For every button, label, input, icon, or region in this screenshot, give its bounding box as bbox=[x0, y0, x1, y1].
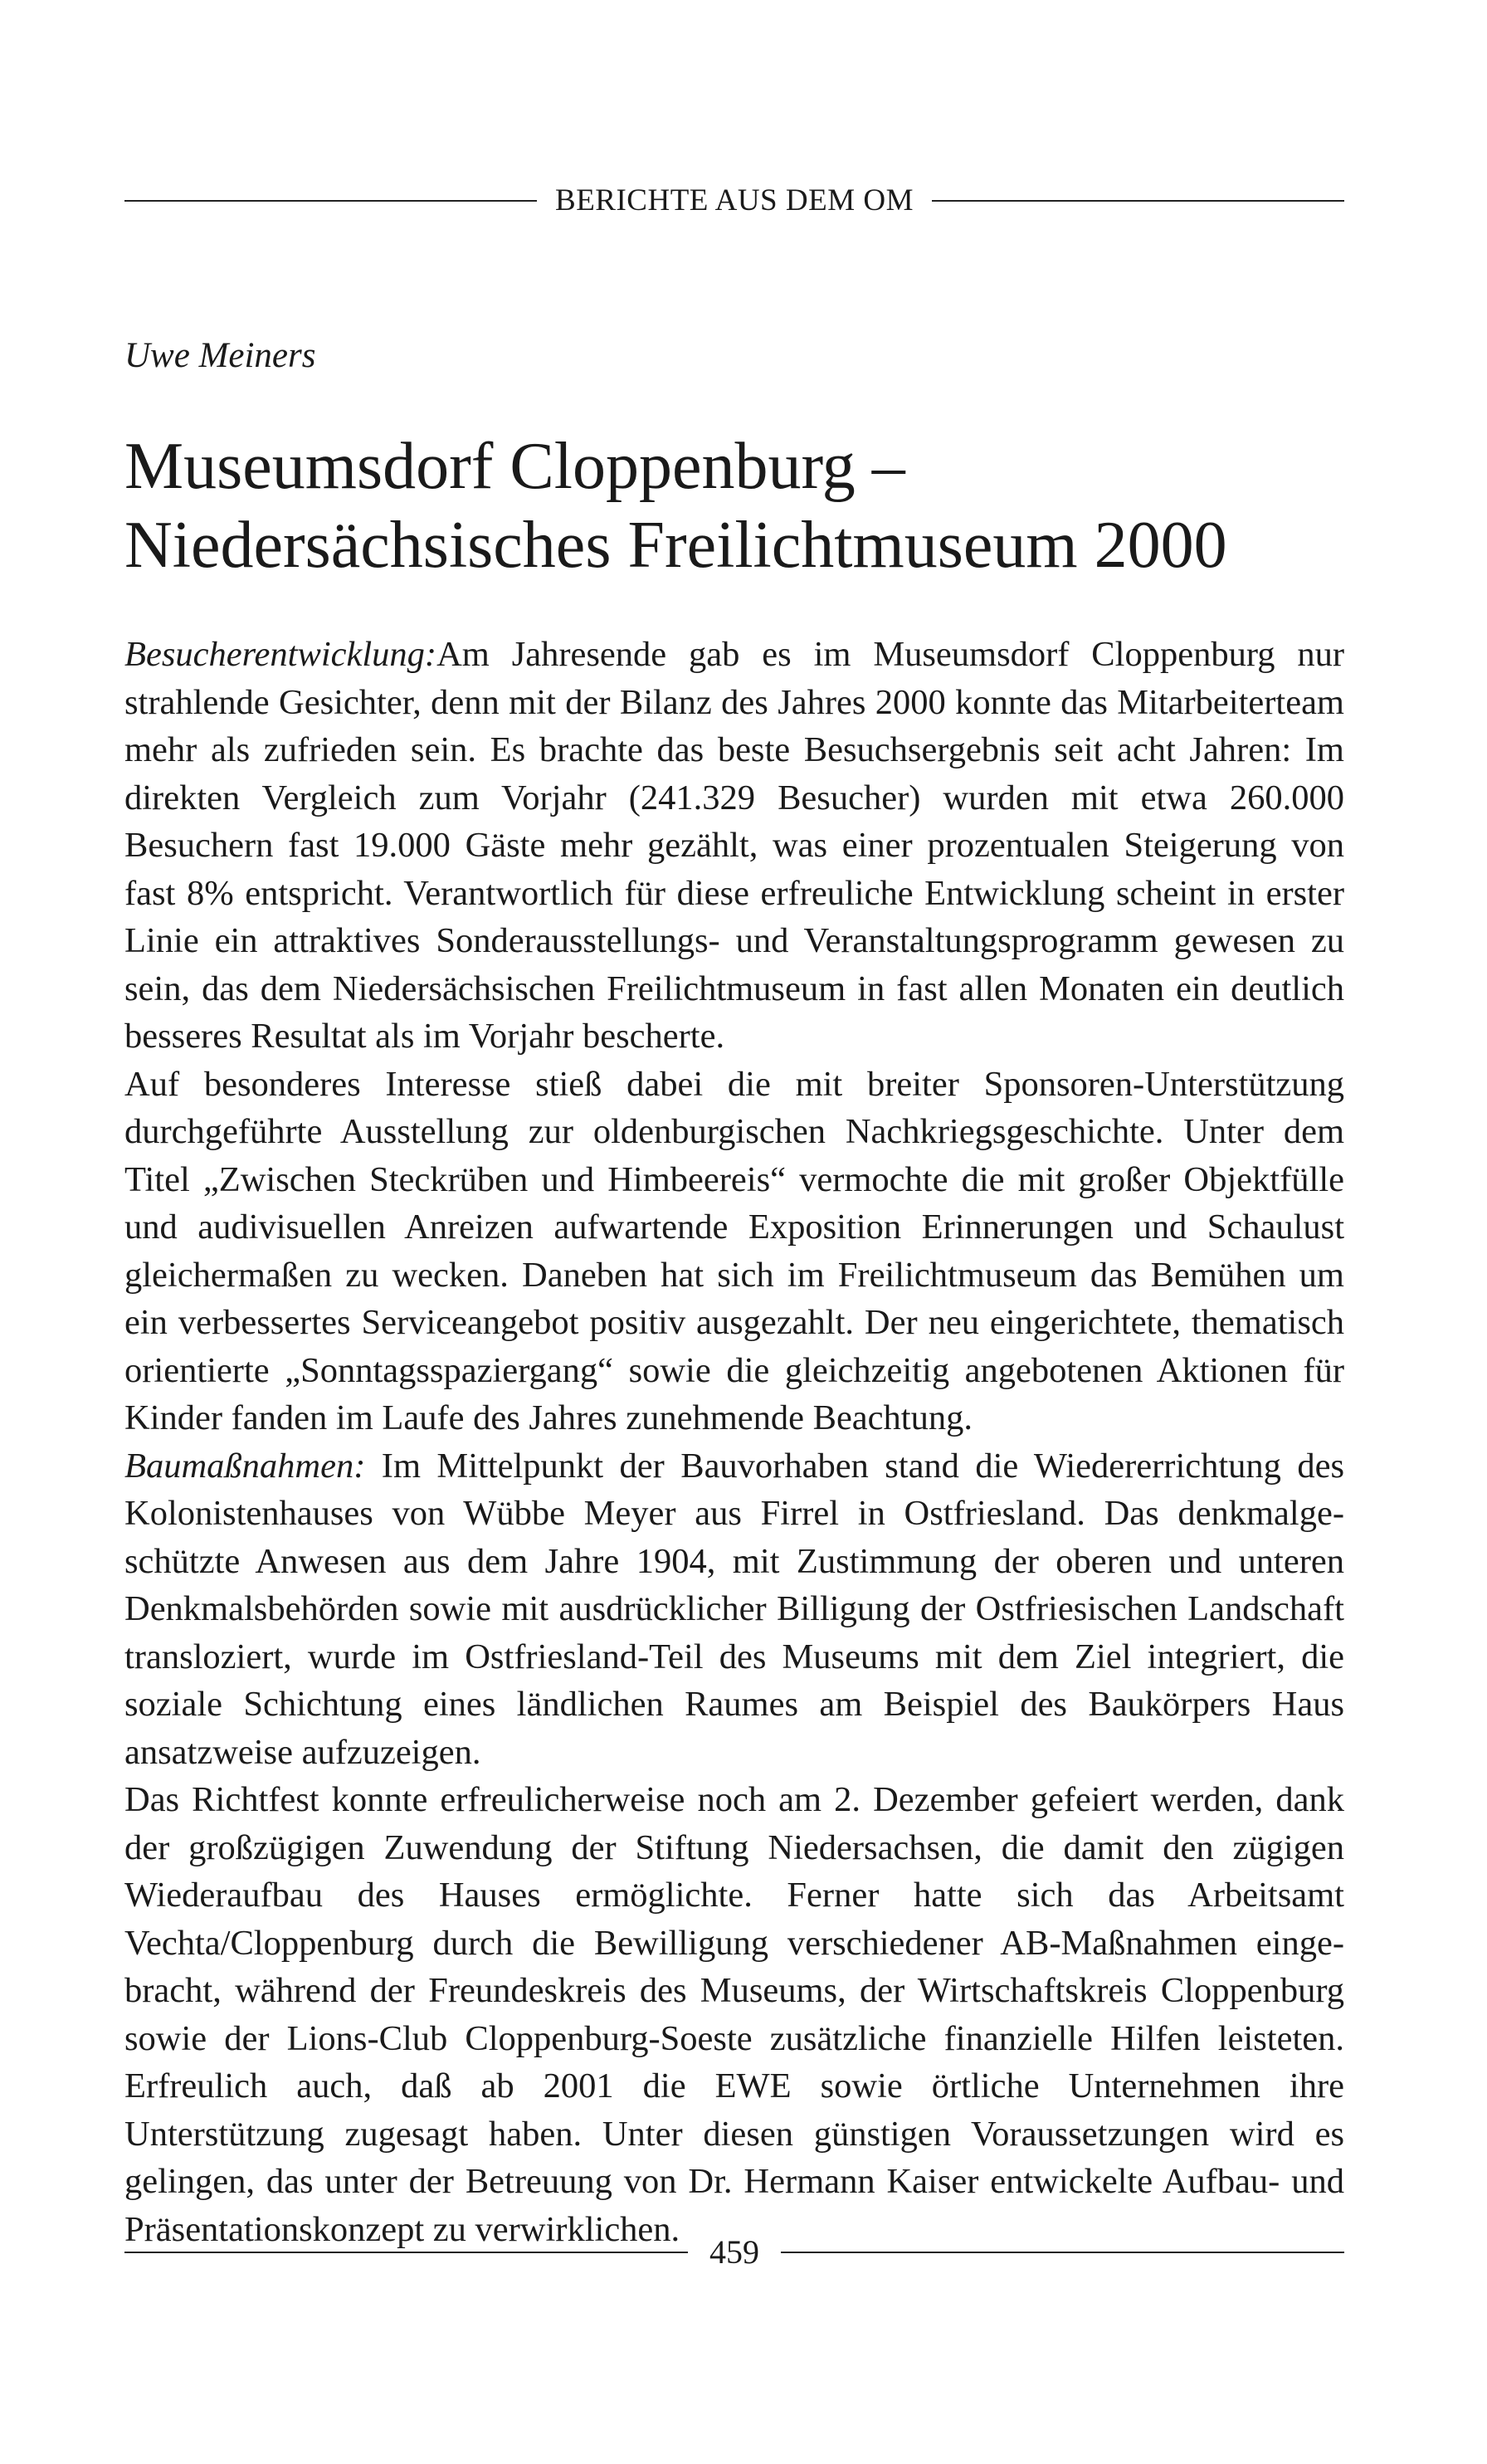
page-number: 459 bbox=[709, 2233, 759, 2271]
header-rule-left bbox=[124, 200, 537, 202]
paragraph-text: Auf besonderes Interesse stieß dabei die mit breiter Sponsoren-Unterstützung durchgeführte Ausstellung zur oldenburgischen Nachkriegsgeschichte. Unter dem Titel „Zwischen Steckrüben und Himbeereis“ vermochte die mit großer Objektfülle und audivisuellen Anreizen aufwartende Exposition Erinnerungen und Schaulust gleichermaßen zu wecken. Daneben hat sich im Freilichtmuseum das Bemühen um ein verbessertes Serviceangebot positiv ausgezahlt. Der neu eingerichtete, thematisch orientierte „Sonntagsspaziergang“ sowie die gleichzeitig angebotenen Aktionen für Kinder fanden im Laufe des Jahres zunehmende Beachtung. bbox=[124, 1064, 1344, 1437]
footer-rule-right bbox=[781, 2252, 1344, 2253]
paragraph-lead: Baumaßnahmen: bbox=[124, 1446, 366, 1486]
paragraph-topping-out bbox=[124, 1776, 1344, 2253]
article-title-line-1: Museumsdorf Cloppenburg – bbox=[124, 430, 905, 503]
paragraph-construction bbox=[124, 1442, 1344, 1777]
page-footer bbox=[124, 2232, 1344, 2271]
header-rule-right bbox=[932, 200, 1344, 202]
paragraph-text: Das Richtfest konnte erfreulicherweise noch am 2. Dezember gefeiert werden, dank der großzügigen Zuwendung der Stiftung Niedersachsen, die damit den zügigen Wiederaufbau des Hauses ermöglichte. Ferner hatte sich das Arbeitsamt Vechta/Cloppenburg durch die Bewilligung verschiedener AB-Maßnahmen eingebracht, während der Freundeskreis des Museums, der Wirtschaftskreis Cloppenburg sowie der Lions-Club Cloppenburg-Soeste zusätzliche finanzielle Hilfen leisteten. Erfreulich auch, daß ab 2001 die EWE sowie örtliche Unternehmen ihre Unterstützung zugesagt haben. Unter diesen günstigen Voraussetzungen wird es gelingen, das unter der Betreuung von Dr. Hermann Kaiser entwickelte Aufbau- und Präsentationskonzept zu verwirklichen. bbox=[124, 1780, 1344, 2249]
paragraph-text: Im Mittelpunkt der Bauvorhaben stand die Wiedererrichtung des Kolonistenhauses von Wübbe Meyer aus Firrel in Ostfriesland. Das denkmalgeschützte Anwesen aus dem Jahre 1904, mit Zustimmung der oberen und unteren Denkmalsbehörden sowie mit ausdrücklicher Billigung der Ostfriesischen Landschaft transloziert, wurde im Ostfriesland-Teil des Museums mit dem Ziel integriert, die soziale Schichtung eines ländlichen Raumes am Beispiel des Baukörpers Haus ansatzweise aufzuzeigen. bbox=[124, 1446, 1344, 1772]
running-title: BERICHTE AUS DEM OM bbox=[555, 183, 914, 217]
paragraph-lead: Besucherentwicklung: bbox=[124, 635, 437, 674]
article-author: Uwe Meiners bbox=[124, 336, 316, 375]
running-header bbox=[124, 183, 1344, 218]
paragraph-exhibition bbox=[124, 1061, 1344, 1442]
paragraph-visitor-development bbox=[124, 631, 1344, 1061]
article-title bbox=[124, 427, 1369, 585]
article-title-line-2: Niedersächsisches Freilichtmuseum 2000 bbox=[124, 509, 1227, 582]
paragraph-text: Am Jahresende gab es im Museumsdorf Cloppenburg nur strahlende Gesichter, denn mit der Bilanz des Jahres 2000 konnte das Mitarbeiterteam mehr als zufrieden sein. Es brachte das beste Besuchsergebnis seit acht Jahren: Im direkten Vergleich zum Vorjahr (241.329 Besucher) wurden mit etwa 260.000 Besuchern fast 19.000 Gäste mehr gezählt, was einer prozentualen Steigerung von fast 8% entspricht. Verantwortlich für diese erfreuliche Entwicklung scheint in erster Linie ein attraktives Sonderausstellungs- und Veranstaltungsprogramm gewesen zu sein, das dem Niedersächsischen Freilichtmuseum in fast allen Monaten ein deutlich besseres Resultat als im Vorjahr bescherte. bbox=[124, 635, 1344, 1056]
footer-rule-left bbox=[124, 2252, 688, 2253]
article-body bbox=[124, 631, 1344, 2253]
